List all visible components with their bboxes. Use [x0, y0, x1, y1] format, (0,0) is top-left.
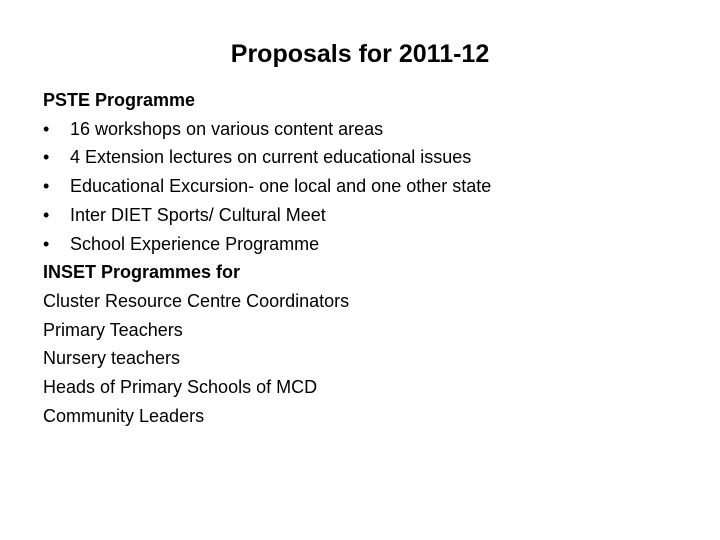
bullet-icon: •: [43, 147, 50, 168]
pste-item-text: Inter DIET Sports/ Cultural Meet: [70, 204, 326, 225]
inset-heading: INSET Programmes for: [43, 262, 241, 283]
inset-list-item: Nursery teachers: [43, 348, 181, 369]
pste-list-item: [43, 230, 703, 259]
pste-item-text: School Experience Programme: [70, 233, 320, 254]
pste-item-text: 4 Extension lectures on current educational issues: [70, 147, 472, 168]
bullet-icon: •: [43, 204, 50, 225]
pste-item-text: Educational Excursion- one local and one other state: [70, 176, 492, 197]
inset-list-item: Primary Teachers: [43, 319, 183, 340]
pste-list-item: [43, 115, 703, 144]
slide-content: [43, 86, 703, 430]
inset-list-item: Cluster Resource Centre Coordinators: [43, 290, 350, 311]
pste-heading: PSTE Programme: [43, 90, 196, 110]
slide-title: Proposals for 2011-12: [230, 40, 490, 68]
pste-item-text: 16 workshops on various content areas: [70, 118, 384, 139]
inset-list-item: Community Leaders: [43, 405, 205, 426]
pste-list-item: [43, 201, 703, 230]
pste-list-item: [43, 172, 703, 201]
pste-list-item: [43, 143, 703, 172]
bullet-icon: •: [43, 176, 50, 197]
bullet-icon: •: [43, 118, 50, 139]
inset-list-item: Heads of Primary Schools of MCD: [43, 377, 318, 398]
bullet-icon: •: [43, 233, 50, 254]
